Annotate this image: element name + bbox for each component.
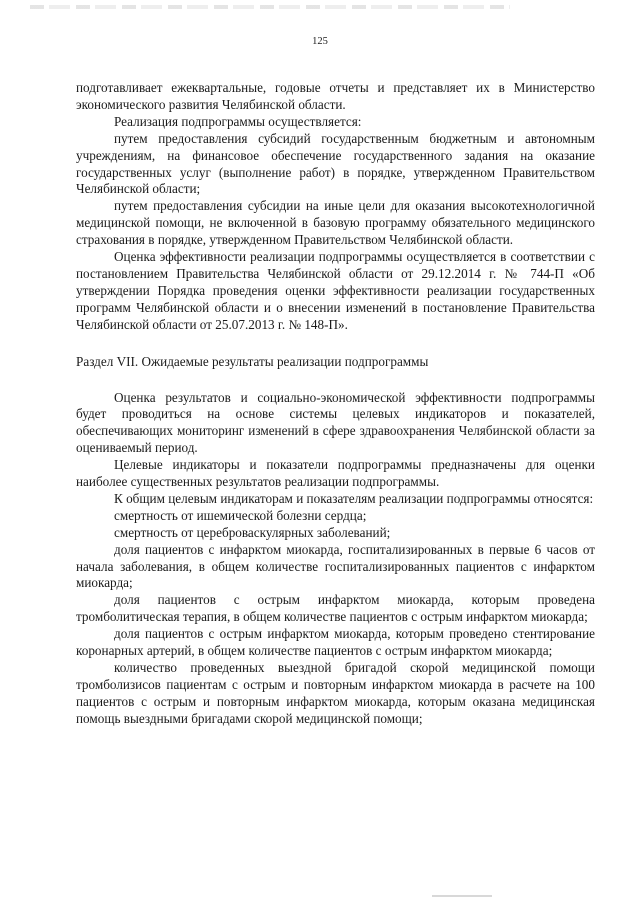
paragraph: путем предоставления субсидий государственным бюджетным и автономным учреждениям, на финансовое обеспечение государственного задания на оказание государственных услуг (выполнение работ) в порядке, утвержденном Правительством Челябинской области;	[76, 130, 595, 197]
paragraph: Реализация подпрограммы осуществляется:	[114, 113, 362, 129]
paragraph: путем предоставления субсидии на иные цели для оказания высокотехнологичной медицинской помощи, не включенной в базовую программу обязательного медицинского страхования в порядке, утвержденном Правительством Челябинской области.	[76, 198, 595, 248]
scan-artifact	[30, 5, 510, 9]
scan-artifact-footer	[432, 895, 492, 897]
paragraphs-before-heading	[76, 80, 595, 334]
paragraph: Оценка результатов и социально-экономической эффективности подпрограммы будет проводиться на основе системы целевых индикаторов и показателей, обеспечивающих мониторинг изменений в сфере здравоохранения Челябинской области за оцениваемый период.	[76, 389, 595, 456]
paragraph: смертность от ишемической болезни сердца;	[114, 507, 367, 523]
paragraph: подготавливает ежеквартальные, годовые отчеты и представляет их в Министерство экономического развития Челябинской области.	[76, 80, 595, 112]
paragraph: Оценка эффективности реализации подпрограммы осуществляется в соответствии с постановлением Правительства Челябинской области от 29.12.2014 г. № 744-П «Об утверждении Порядка проведения оценки эффективности реализации государственных программ Челябинской области и о внесении изменений в постановление Правительства Челябинской области от 25.07.2013 г. № 148-П».	[76, 249, 595, 332]
paragraph: количество проведенных выездной бригадой скорой медицинской помощи тромболизисов пациентам с острым и повторным инфарктом миокарда в расчете на 100 пациентов с острым и повторным инфарктом миокарда, которым оказана медицинская помощь выездными бригадами скорой медицинской помощи;	[76, 660, 595, 726]
paragraphs-after-heading	[76, 390, 595, 728]
paragraph: К общим целевым индикаторам и показателям реализации подпрограммы относятся:	[114, 490, 594, 506]
document-body	[76, 80, 595, 728]
paragraph: доля пациентов с острым инфарктом миокарда, которым проведено стентирование коронарных артерий, в общем количестве пациентов с острым инфарктом миокарда;	[76, 626, 595, 659]
section-heading: Раздел VII. Ожидаемые результаты реализации подпрограммы	[76, 353, 429, 369]
paragraph: доля пациентов с острым инфарктом миокарда, которым проведена тромболитическая терапия, в общем количестве пациентов с острым инфарктом миокарда;	[76, 592, 595, 625]
paragraph: смертность от цереброваскулярных заболеваний;	[114, 524, 391, 540]
paragraph: доля пациентов с инфарктом миокарда, госпитализированных в первые 6 часов от начала заболевания, в общем количестве госпитализированных пациентов с инфарктом миокарда;	[76, 541, 595, 591]
page-number: 125	[312, 36, 328, 47]
paragraph: Целевые индикаторы и показатели подпрограммы предназначены для оценки наиболее существенных результатов реализации подпрограммы.	[76, 457, 595, 490]
